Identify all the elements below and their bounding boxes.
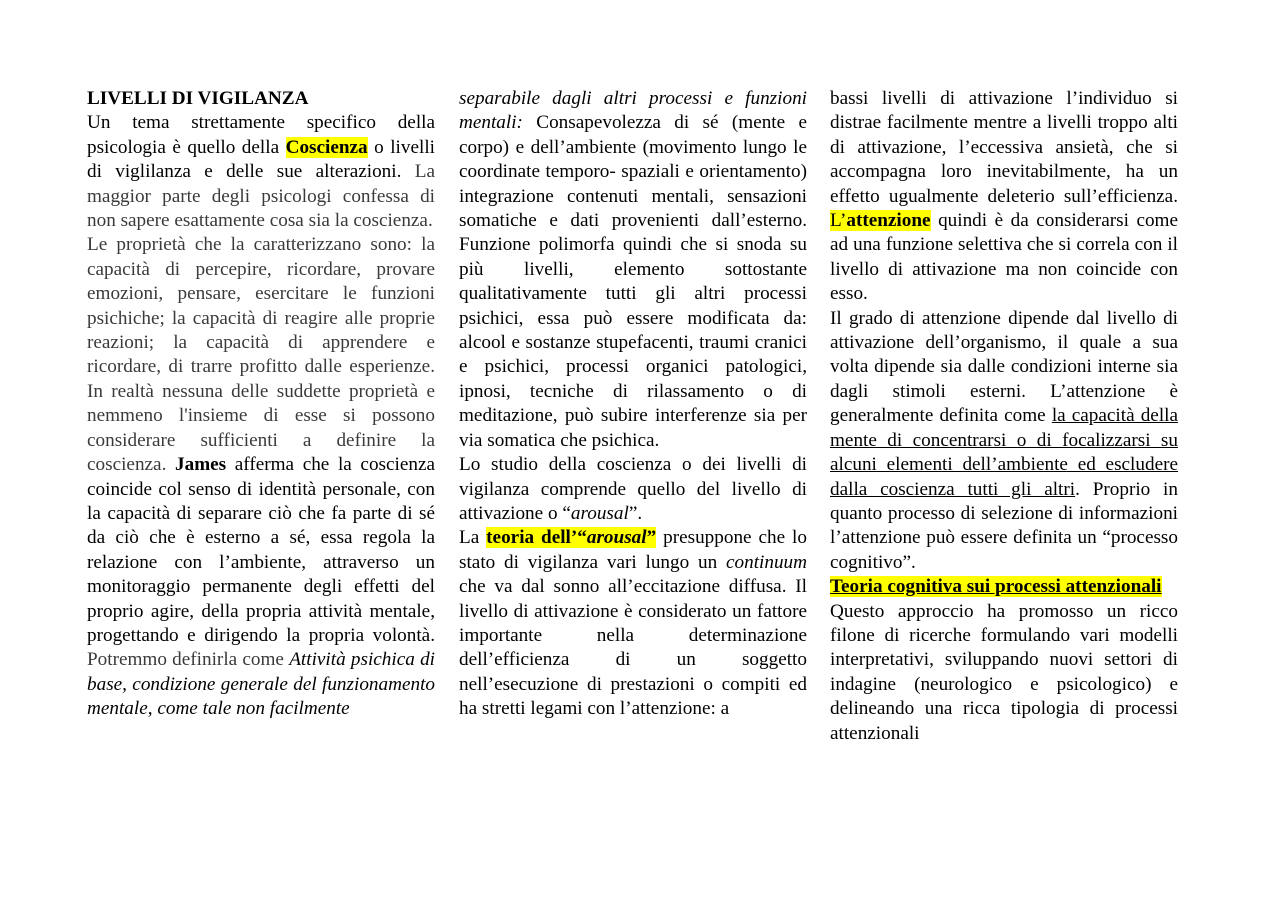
text-run: bassi livelli di attivazione l’individuo si distrae facilmente mentre a livelli troppo alti di attivazione, l’eccessiva ansietà, che si accompagna loro inevitabilmente, ha un effetto ugualmente deleterio sull’efficienza. [830,88,1178,207]
paragraph-grado-attenzione [830,307,1178,575]
highlighted-term-coscienza: Coscienza [285,136,368,158]
paragraph-teoria-arousal [459,526,807,721]
paragraph-studio-coscienza [459,453,807,526]
text-run: afferma che la coscienza coincide col senso di identità personale, con la capacità di separare ciò che fa parte di sé da ciò che è esterno a sé, essa regola la relazione con l’ambiente, attraverso un monitoraggio permanente degli effetti del proprio agire, della propria attività mentale, progettando e dirigendo la propria volontà. [87,454,435,646]
paragraph-consapevolezza [459,87,807,453]
text-run: Consapevolezza di sé (mente e corpo) e dell’ambiente (movimento lungo le coordinate temporo- spaziali e orientamento) integrazione contenuti mentali, sensazioni somatiche e dati provenienti dall’esterno. Funzione polimorfa quindi che si snoda su più livelli, elemento sottostante qualitativamente tutti gli altri processi psichici, essa può essere modificata da: alcool e sostanze stupefacenti, traumi cranici e psichici, processi organici patologici, ipnosi, tecniche di rilassamento o di meditazione, può subire interferenze sia per via somatica che psichica. [459,112,807,451]
section-heading: LIVELLI DI VIGILANZA [87,88,309,109]
text-run: che va dal sonno all’eccitazione diffusa. Il livello di attivazione è considerato un fattore importante nella determinazione dell’efficienza di un soggetto nell’esecuzione di prestazioni o compiti ed ha stretti legami con l’attenzione: a [459,576,807,720]
paragraph-attivazione [830,87,1178,307]
text-run: Il grado di attenzione dipende dal livello di attivazione dell’organismo, il quale a sua volta dipende sia dalle condizioni interne sia dagli stimoli esterni. L’attenzione è generalmente definita come [830,307,1178,427]
highlighted-term-teoria-arousal [486,527,656,548]
paragraph-approccio: Questo approccio ha promosso un ricco filone di ricerche formulando vari modelli interpretativi, sviluppando nuovi settori di indagine (neurologico e psicologico) e delineando una ricca tipologia di processi attenzionali [830,600,1178,744]
italic-definition: Attività psichica di base, condizione generale del funzionamento mentale, come tale non facilmente [87,649,435,720]
italic-definition: separabile dagli altri processi e funzioni mentali: [459,88,807,134]
italic-term-arousal: arousal [570,502,629,524]
section-title-teoria-cognitiva [830,575,1178,599]
text-run: L’ [830,210,847,232]
text-column-3 [830,87,1178,746]
text-run: teoria dell’“ [486,527,587,549]
text-run: o livelli di viglilanza e delle sue alterazioni. [87,136,435,183]
italic-term-arousal: arousal [586,527,647,549]
text-run: Un tema strettamente specifico della psicologia è quello della [87,112,435,158]
text-run-grey: La maggior parte degli psicologi confessa di non sapere esattamente cosa sia la coscienza. [87,161,435,232]
text-run: quindi è da considerarsi come ad una funzione selettiva che si correla con il livello di attivazione ma non coincide con esso. [830,210,1178,305]
underlined-definition: la capacità della mente di concentrarsi o di focalizzarsi su alcuni elementi dell’ambiente ed escludere dalla coscienza tutti gli altri [830,405,1178,500]
text-column-2 [459,87,807,722]
text-run: presuppone che lo stato di vigilanza vari lungo un [459,527,807,573]
text-run [166,454,175,475]
text-run: . Proprio in quanto processo di selezione di informazioni l’attenzione può essere definita un “processo cognitivo”. [830,478,1178,573]
text-run-grey: Potremmo definirla come [87,649,290,671]
bold-term-attenzione: attenzione [846,210,931,232]
text-run: ”. [628,502,643,524]
highlighted-term-attenzione [830,210,931,231]
paragraph-proprieta [87,233,435,721]
italic-term-continuum: continuum [725,551,807,573]
paragraph-coscienza-intro [87,111,435,233]
text-column-1 [87,87,435,722]
bold-term-james: James [175,454,227,476]
text-run-grey: Le proprietà che la caratterizzano sono: la capacità di percepire, ricordare, provare emozioni, pensare, esercitare le funzioni psichiche; la capacità di reagire alle proprie reazioni; la capacità di apprendere e ricordare, di trarre profitto dalle esperienze. In realtà nessuna delle suddette proprietà e nemmeno l'insieme di esse si possono considerare sufficienti a definire la coscienza. [87,234,435,476]
text-run: ” [646,527,657,549]
text-run: Lo studio della coscienza o dei livelli di vigilanza comprende quello del livello di attivazione o “ [459,454,807,524]
highlighted-section-title: Teoria cognitiva sui processi attenzionali [830,576,1162,598]
text-run: La [459,527,487,549]
